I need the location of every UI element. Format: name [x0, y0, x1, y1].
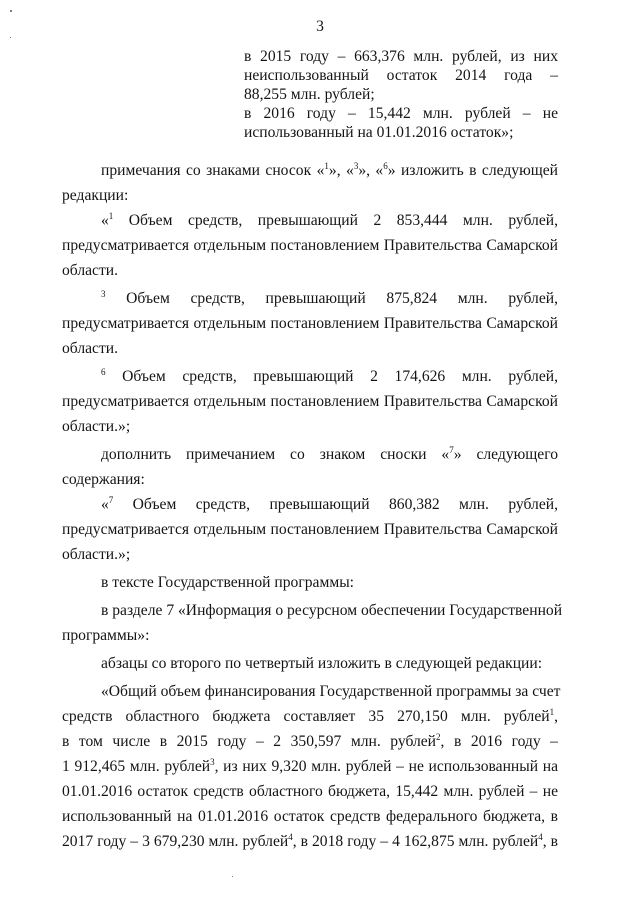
- paragraph-line: дополнить примечанием со знаком сноски «$^7$» следующего: [101, 445, 558, 463]
- paragraph-line: 1 912,465 млн. рублей$^3$, из них 9,320 млн. рублей – не использованный на: [62, 757, 558, 775]
- paragraph-line: в разделе 7 «Информация о ресурсном обеспечении Государственной: [101, 602, 563, 619]
- paragraph-line: абзацы со второго по четвертый изложить в следующей редакции:: [101, 655, 543, 672]
- paragraph-line: примечания со знаками сносок «$^1$», «$^3$», «$^6$» изложить в следующей: [101, 161, 558, 179]
- footnote-3-line: области.: [62, 340, 119, 357]
- footnote-3-line: $^3$ Объем средств, превышающий 875,824 млн. рублей,: [101, 289, 558, 307]
- footnote-6-line: предусматривается отдельным постановлением Правительства Самарской: [62, 393, 558, 410]
- footnote-7-line: предусматривается отдельным постановлением Правительства Самарской: [62, 521, 558, 538]
- footnote-1-line: предусматривается отдельным постановлением Правительства Самарской: [62, 237, 558, 254]
- paragraph-line: в том числе в 2015 году – 2 350,597 млн. рублей$^2$, в 2016 году –: [62, 732, 558, 750]
- paragraph-line: 01.01.2016 остаток средств областного бюджета, 15,442 млн. рублей – не: [62, 783, 558, 800]
- paragraph-line: редакции:: [62, 187, 129, 204]
- text-line: в 2015 году – 663,376 млн. рублей, из них: [244, 48, 558, 65]
- scan-speck: [10, 37, 11, 38]
- text-line: использованный на 01.01.2016 остаток»;: [244, 124, 514, 141]
- page-number: 3: [316, 18, 324, 35]
- scan-speck: [232, 876, 233, 877]
- footnote-7-line: области.»;: [62, 546, 131, 563]
- text-line: 88,255 млн. рублей;: [244, 86, 375, 103]
- paragraph-line: «Общий объем финансирования Государственной программы за счет: [101, 683, 561, 700]
- paragraph-line: в тексте Государственной программы:: [101, 574, 355, 591]
- text-line: в 2016 году – 15,442 млн. рублей – не: [244, 105, 558, 122]
- footnote-3-line: предусматривается отдельным постановлением Правительства Самарской: [62, 315, 558, 332]
- paragraph-line: использованный на 01.01.2016 остаток средств федерального бюджета, в: [62, 808, 558, 825]
- footnote-6-line: $^6$ Объем средств, превышающий 2 174,626 млн. рублей,: [101, 367, 558, 385]
- footnote-6-line: области.»;: [62, 418, 131, 435]
- paragraph-line: средств областного бюджета составляет 35 270,150 млн. рублей$^1$,: [62, 707, 558, 725]
- paragraph-line: 2017 году – 3 679,230 млн. рублей$^4$, в 2018 году – 4 162,875 млн. рублей$^4$, в: [62, 832, 558, 850]
- paragraph-line: содержания:: [62, 471, 145, 488]
- paragraph-line: программы»:: [62, 627, 150, 644]
- text-line: неиспользованный остаток 2014 года –: [244, 67, 558, 84]
- footnote-7-line: «$^7$ Объем средств, превышающий 860,382 млн. рублей,: [101, 495, 558, 513]
- scan-speck: [10, 10, 12, 12]
- footnote-1-line: области.: [62, 262, 119, 279]
- footnote-1-line: «$^1$ Объем средств, превышающий 2 853,444 млн. рублей,: [101, 211, 558, 229]
